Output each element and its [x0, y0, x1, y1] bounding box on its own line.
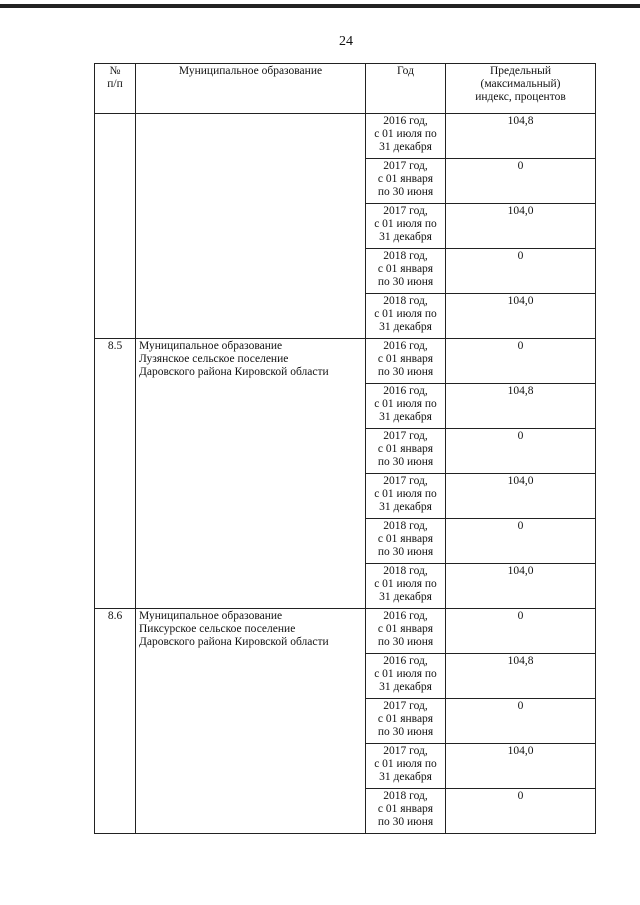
period-line: 2017 год,	[383, 700, 428, 712]
index-value-cell: 0	[446, 429, 596, 474]
index-value-cell: 104,0	[446, 204, 596, 249]
period-line: по 30 июня	[377, 636, 434, 648]
index-value-cell: 0	[446, 249, 596, 294]
row-number-cell	[95, 114, 136, 339]
period-line: 2017 год,	[383, 475, 428, 487]
period-line: 31 декабря	[379, 411, 432, 423]
period-line: 2017 год,	[383, 745, 428, 757]
header-index-line: Предельный	[490, 65, 551, 77]
page-number: 24	[339, 34, 353, 49]
period-cell	[366, 114, 446, 159]
period-line: с 01 июля по	[374, 578, 437, 590]
period-line: с 01 января	[377, 533, 434, 545]
period-line: 2016 год,	[383, 340, 428, 352]
period-cell	[366, 159, 446, 204]
period-cell	[366, 204, 446, 249]
municipality-line: Пиксурское сельское поселение	[139, 623, 296, 635]
header-number-line: п/п	[107, 78, 123, 90]
period-cell	[366, 249, 446, 294]
period-line: 2018 год,	[383, 565, 428, 577]
index-value-cell: 0	[446, 519, 596, 564]
header-index-line: (максимальный)	[480, 78, 561, 90]
top-border-rule	[0, 4, 640, 8]
period-cell	[366, 474, 446, 519]
period-line: 2018 год,	[383, 295, 428, 307]
municipality-cell	[136, 339, 366, 609]
header-year: Год	[366, 64, 446, 114]
table-header-row	[95, 64, 596, 114]
index-value-cell: 0	[446, 159, 596, 204]
period-cell	[366, 789, 446, 834]
period-line: 31 декабря	[379, 141, 432, 153]
period-line: по 30 июня	[377, 366, 434, 378]
index-value-cell: 104,0	[446, 564, 596, 609]
period-line: с 01 июля по	[374, 488, 437, 500]
period-line: с 01 января	[377, 443, 434, 455]
municipality-line: Лузянское сельское поселение	[139, 353, 289, 365]
header-number-line: №	[109, 65, 121, 77]
index-value-cell: 0	[446, 609, 596, 654]
period-cell	[366, 384, 446, 429]
table-row	[95, 609, 596, 654]
period-line: 2016 год,	[383, 655, 428, 667]
period-line: 2018 год,	[383, 790, 428, 802]
index-value-cell: 104,8	[446, 384, 596, 429]
period-line: 2016 год,	[383, 610, 428, 622]
period-cell	[366, 654, 446, 699]
municipality-line: Даровского района Кировской области	[139, 366, 329, 378]
period-line: 2016 год,	[383, 115, 428, 127]
period-line: 2018 год,	[383, 520, 428, 532]
period-line: с 01 января	[377, 803, 434, 815]
index-value-cell: 104,0	[446, 744, 596, 789]
period-line: 31 декабря	[379, 771, 432, 783]
period-line: 31 декабря	[379, 501, 432, 513]
period-cell	[366, 519, 446, 564]
period-line: по 30 июня	[377, 816, 434, 828]
header-municipality: Муниципальное образование	[136, 64, 366, 114]
row-number-cell: 8.6	[95, 609, 136, 834]
period-line: 2017 год,	[383, 205, 428, 217]
index-value-cell: 104,0	[446, 474, 596, 519]
period-cell	[366, 609, 446, 654]
header-index	[446, 64, 596, 114]
period-line: 2018 год,	[383, 250, 428, 262]
municipality-cell	[136, 609, 366, 834]
period-cell	[366, 699, 446, 744]
period-line: по 30 июня	[377, 546, 434, 558]
period-line: 31 декабря	[379, 231, 432, 243]
header-number	[95, 64, 136, 114]
period-line: 31 декабря	[379, 591, 432, 603]
tariff-index-table	[94, 63, 596, 834]
table-row	[95, 114, 596, 159]
period-cell	[366, 564, 446, 609]
period-line: с 01 января	[377, 713, 434, 725]
period-cell	[366, 294, 446, 339]
period-line: по 30 июня	[377, 456, 434, 468]
table-body	[95, 114, 596, 834]
period-line: с 01 января	[377, 263, 434, 275]
period-line: 2017 год,	[383, 160, 428, 172]
period-line: по 30 июня	[377, 726, 434, 738]
row-number-cell: 8.5	[95, 339, 136, 609]
period-cell	[366, 429, 446, 474]
index-value-cell: 104,8	[446, 654, 596, 699]
municipality-line: Даровского района Кировской области	[139, 636, 329, 648]
period-line: 2016 год,	[383, 385, 428, 397]
period-line: с 01 июля по	[374, 758, 437, 770]
index-value-cell: 0	[446, 699, 596, 744]
period-line: с 01 июля по	[374, 398, 437, 410]
index-value-cell: 104,0	[446, 294, 596, 339]
period-line: по 30 июня	[377, 186, 434, 198]
period-line: с 01 июля по	[374, 668, 437, 680]
period-line: с 01 января	[377, 173, 434, 185]
index-value-cell: 0	[446, 339, 596, 384]
municipality-line: Муниципальное образование	[139, 610, 283, 622]
period-line: 2017 год,	[383, 430, 428, 442]
period-line: 31 декабря	[379, 681, 432, 693]
index-value-cell: 104,8	[446, 114, 596, 159]
header-index-line: индекс, процентов	[475, 91, 566, 103]
municipality-line: Муниципальное образование	[139, 340, 283, 352]
municipality-cell	[136, 114, 366, 339]
period-line: 31 декабря	[379, 321, 432, 333]
period-line: с 01 января	[377, 623, 434, 635]
period-line: по 30 июня	[377, 276, 434, 288]
period-cell	[366, 339, 446, 384]
table-row	[95, 339, 596, 384]
period-cell	[366, 744, 446, 789]
index-value-cell: 0	[446, 789, 596, 834]
period-line: с 01 июля по	[374, 218, 437, 230]
period-line: с 01 июля по	[374, 128, 437, 140]
period-line: с 01 января	[377, 353, 434, 365]
period-line: с 01 июля по	[374, 308, 437, 320]
